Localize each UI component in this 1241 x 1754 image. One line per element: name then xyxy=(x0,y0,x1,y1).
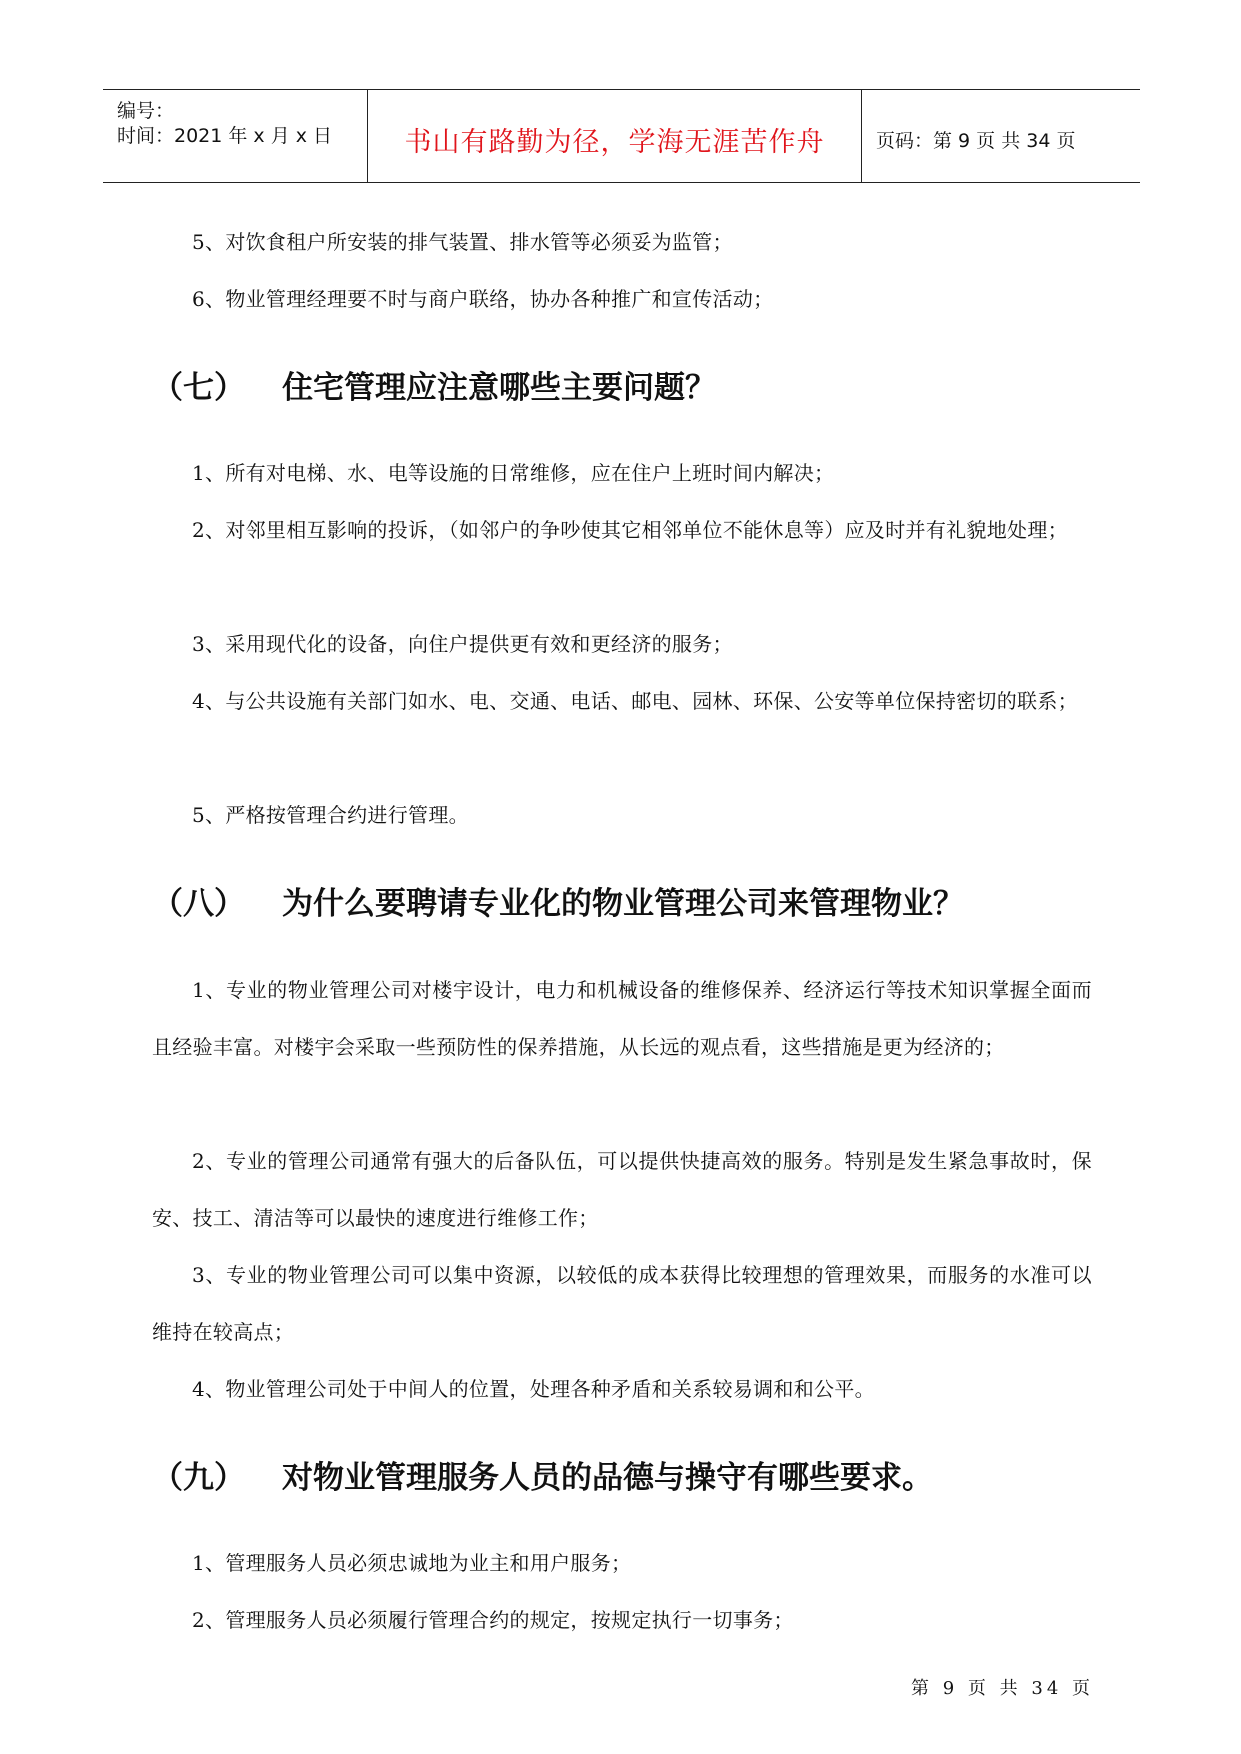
paragraph: 1、专业的物业管理公司对楼宇设计，电力和机械设备的维修保养、经济运行等技术知识掌握全面而且经验丰富。对楼宇会采取一些预防性的保养措施，从长远的观点看，这些措施是更为经济的； xyxy=(152,978,1092,1059)
paragraph: 3、专业的物业管理公司可以集中资源，以较低的成本获得比较理想的管理效果，而服务的水准可以维持在较高点； xyxy=(152,1263,1092,1344)
section-number: （八） xyxy=(152,886,245,922)
paragraph: 4、物业管理公司处于中间人的位置，处理各种矛盾和关系较易调和和公平。 xyxy=(192,1377,875,1401)
paragraph: 5、严格按管理合约进行管理。 xyxy=(192,803,469,827)
paragraph: 1、所有对电梯、水、电等设施的日常维修，应在住户上班时间内解决； xyxy=(192,461,835,485)
page-info: 页码：第 9 页 共 34 页 xyxy=(876,130,1076,152)
paragraph: 6、物业管理经理要不时与商户联络，协办各种推广和宣传活动； xyxy=(192,287,774,311)
header-page-cell xyxy=(862,90,1140,182)
section-title: 住宅管理应注意哪些主要问题？ xyxy=(282,370,716,406)
header-motto-cell xyxy=(368,90,862,182)
paragraph: 2、管理服务人员必须履行管理合约的规定，按规定执行一切事务； xyxy=(192,1608,794,1632)
number-label: 编号： xyxy=(117,100,175,122)
paragraph: 4、与公共设施有关部门如水、电、交通、电话、邮电、园林、环保、公安等单位保持密切的联系； xyxy=(192,689,1078,713)
paragraph: 3、采用现代化的设备，向住户提供更有效和更经济的服务； xyxy=(192,632,733,656)
section-number: （七） xyxy=(152,370,245,406)
section-heading xyxy=(152,362,1132,407)
motto-text: 书山有路勤为径，学海无涯苦作舟 xyxy=(404,127,825,158)
header-info-cell xyxy=(103,90,368,182)
document-header xyxy=(103,89,1140,183)
paragraph: 1、管理服务人员必须忠诚地为业主和用户服务； xyxy=(192,1551,632,1575)
section-heading xyxy=(152,1452,1132,1497)
section-heading xyxy=(152,878,1132,923)
paragraph: 2、专业的管理公司通常有强大的后备队伍，可以提供快捷高效的服务。特别是发生紧急事故时，保安、技工、清洁等可以最快的速度进行维修工作； xyxy=(152,1149,1092,1230)
page-footer: 第 9 页 共 34 页 xyxy=(911,1678,1094,1699)
section-title: 对物业管理服务人员的品德与操守有哪些要求。 xyxy=(282,1460,933,1496)
paragraph: 5、对饮食租户所安装的排气装置、排水管等必须妥为监管； xyxy=(192,230,733,254)
paragraph: 2、对邻里相互影响的投诉，（如邻户的争吵使其它相邻单位不能休息等）应及时并有礼貌地处理； xyxy=(192,518,1068,542)
time-label: 时间：2021 年 x 月 x 日 xyxy=(117,125,333,147)
section-number: （九） xyxy=(152,1460,245,1496)
section-title: 为什么要聘请专业化的物业管理公司来管理物业？ xyxy=(282,886,964,922)
